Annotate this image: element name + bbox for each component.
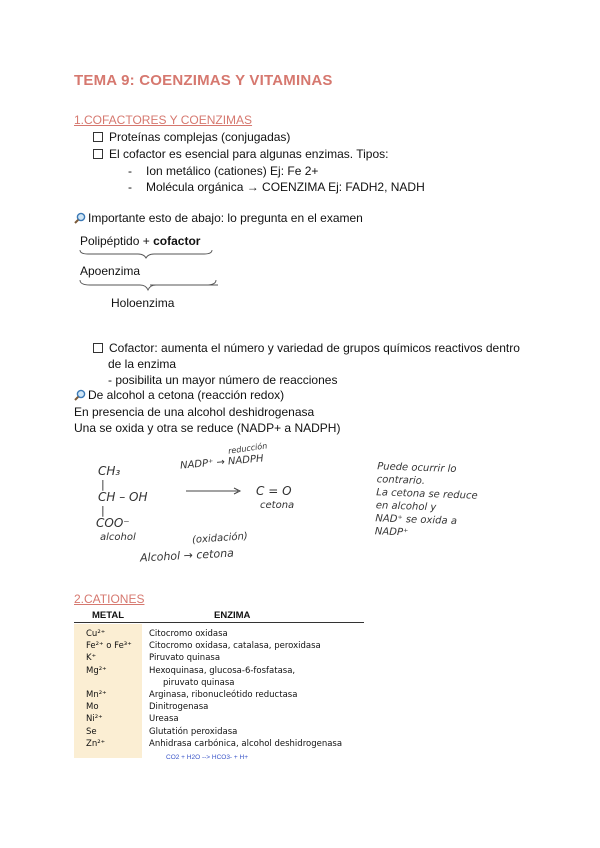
- metal-cell: Mg²⁺: [86, 665, 107, 676]
- apoenzima-label: Apoenzima: [80, 264, 141, 278]
- enzima-cell: Ureasa: [149, 714, 179, 725]
- magnifier-icon: [74, 389, 86, 401]
- hand-alcohol: alcohol: [100, 532, 136, 543]
- enzima-column: [149, 628, 342, 750]
- hand-alcohol-cetona: Alcohol → cetona: [139, 546, 235, 565]
- list-item-text: Proteínas complejas (conjugadas): [109, 130, 291, 144]
- diagram-top-line: [80, 234, 200, 248]
- list-item: [93, 130, 290, 144]
- hand-bond: |: [101, 504, 105, 517]
- enzima-cell: Dinitrogenasa: [149, 702, 209, 713]
- metal-cell: Mo: [86, 702, 99, 713]
- hand-co: C = O: [256, 484, 292, 498]
- note-text: De alcohol a cetona (reacción redox): [88, 388, 285, 402]
- holoenzima-label: Holoenzima: [111, 296, 175, 310]
- table-footnote: CO2 + H2O --> HCO3- + H+: [166, 754, 248, 761]
- metal-cell: [86, 677, 132, 689]
- hand-note-line: La cetona se reduce: [376, 487, 478, 502]
- list-item-text: Cofactor: aumenta el número y variedad de grupos químicos reactivos dentro: [109, 341, 520, 355]
- note-line: [74, 211, 363, 225]
- hand-bond: |: [101, 478, 105, 491]
- metal-cell: Mn²⁺: [86, 690, 107, 701]
- note-line: [74, 388, 284, 402]
- polipeptido-label: Polipéptido: [80, 234, 140, 248]
- list-item-text: El cofactor es esencial para algunas enzimas. Tipos:: [109, 147, 389, 161]
- hand-cetona: cetona: [260, 500, 295, 511]
- metal-cell: Fe²⁺ o Fe³⁺: [86, 641, 132, 652]
- hand-note-line: en alcohol y: [375, 500, 437, 514]
- sub-list-item: - Molécula orgánica → COENZIMA Ej: FADH2, NADH: [128, 180, 425, 194]
- list-item-continuation: - posibilita un mayor número de reacciones: [108, 373, 338, 387]
- hand-choh: CH – OH: [98, 490, 148, 504]
- brace-polipeptido: [78, 248, 218, 260]
- brace-apoenzima-right: [150, 278, 220, 292]
- metal-cell: K⁺: [86, 653, 97, 664]
- enzima-cell: Anhidrasa carbónica, alcohol deshidrogenasa: [149, 738, 343, 749]
- note-text: Importante esto de abajo: lo pregunta en el examen: [88, 211, 363, 225]
- list-item: [93, 147, 388, 161]
- plus-sign: +: [142, 234, 150, 248]
- hand-note-line: Puede ocurrir lo: [376, 461, 457, 476]
- text-line: En presencia de una alcohol deshidrogenasa: [74, 405, 315, 419]
- page-title: TEMA 9: COENZIMAS Y VITAMINAS: [74, 72, 333, 89]
- hand-nadp: NADP⁺ → NADPH: [179, 453, 264, 472]
- section-heading-cofactores: 1.COFACTORES Y COENZIMAS: [74, 113, 253, 127]
- metal-cell: Zn²⁺: [86, 738, 106, 749]
- enzima-cell: piruvato quinasa: [163, 677, 235, 688]
- reaction-arrow: [184, 486, 244, 496]
- table-divider: [74, 622, 364, 623]
- cofactor-label: cofactor: [153, 234, 201, 248]
- enzima-cell: Piruvato quinasa: [149, 653, 221, 664]
- enzima-cell: Hexoquinasa, glucosa-6-fosfatasa,: [149, 665, 296, 676]
- sub-item-text: Ion metálico (cationes) Ej: Fe 2+: [146, 164, 319, 178]
- text-line: Una se oxida y otra se reduce (NADP+ a NADPH): [74, 421, 341, 435]
- hand-reduccion: reducción: [227, 441, 268, 456]
- checkbox[interactable]: [93, 149, 103, 159]
- metal-cell: Se: [86, 726, 97, 737]
- section-heading-cationes: 2.CATIONES: [74, 592, 145, 606]
- hand-note-line: NAD⁺ se oxida a: [375, 513, 458, 528]
- enzima-cell: Citocromo oxidasa: [149, 629, 228, 639]
- hand-note-line: NADP⁺: [374, 526, 409, 539]
- magnifier-icon: [74, 212, 86, 224]
- checkbox[interactable]: [93, 132, 103, 142]
- metal-cell: Cu²⁺: [86, 629, 106, 639]
- metal-column: [86, 628, 132, 750]
- enzima-cell: Citocromo oxidasa, catalasa, peroxidasa: [149, 641, 321, 652]
- list-item-continuation: de la enzima: [108, 357, 177, 371]
- hand-right-note: [375, 460, 479, 541]
- column-header-enzima: ENZIMA: [214, 610, 251, 621]
- metal-cell: Ni²⁺: [86, 714, 103, 725]
- column-header-metal: METAL: [92, 610, 125, 621]
- hand-note-line: contrario.: [376, 474, 426, 487]
- list-item: [93, 341, 520, 355]
- checkbox[interactable]: [93, 343, 103, 353]
- enzima-cell: Arginasa, ribonucleótido reductasa: [149, 690, 298, 701]
- enzima-cell: Glutatión peroxidasa: [149, 726, 238, 737]
- sub-list-item: - Ion metálico (cationes) Ej: Fe 2+: [128, 164, 319, 178]
- sub-item-text: Molécula orgánica → COENZIMA Ej: FADH2, NADH: [146, 180, 425, 194]
- hand-ch3: CH₃: [98, 464, 121, 478]
- hand-coo: COO⁻: [96, 516, 130, 530]
- hand-oxidacion: (oxidación): [191, 531, 249, 546]
